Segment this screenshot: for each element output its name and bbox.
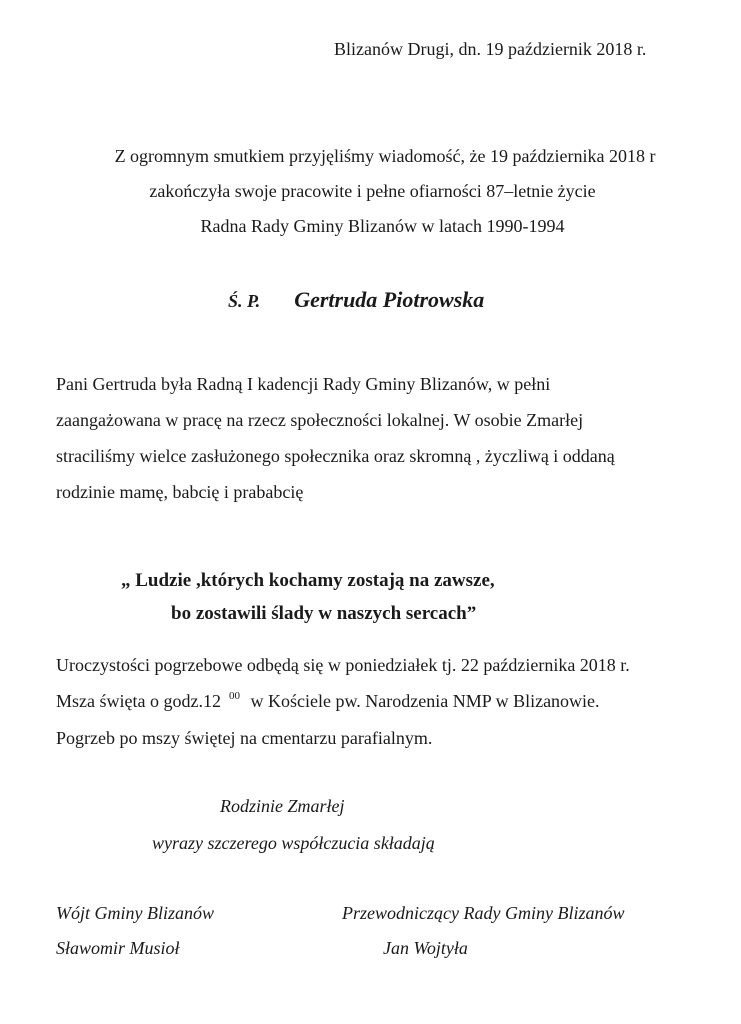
funeral-line-1: Uroczystości pogrzebowe odbędą się w poniedziałek tj. 22 października 2018 r. bbox=[56, 655, 630, 675]
body-line-3: straciliśmy wielce zasłużonego społecznika oraz skromną , życzliwą i oddaną bbox=[56, 446, 615, 466]
quote-line-2: bo zostawili ślady w naszych sercach” bbox=[171, 603, 477, 624]
body-line-2: zaangażowana w pracę na rzecz społeczności lokalnej. W osobie Zmarłej bbox=[56, 410, 584, 430]
signature-right-name: Jan Wojtyła bbox=[383, 938, 468, 958]
signature-left-title: Wójt Gminy Blizanów bbox=[56, 903, 214, 923]
funeral-line-2 bbox=[56, 690, 600, 715]
mass-time-minutes: 00 bbox=[228, 690, 240, 702]
funeral-line-3: Pogrzeb po mszy świętej na cmentarzu parafialnym. bbox=[56, 728, 433, 748]
date-line: Blizanów Drugi, dn. 19 październik 2018 r. bbox=[334, 39, 647, 59]
intro-line-1: Z ogromnym smutkiem przyjęliśmy wiadomość, że 19 października 2018 r bbox=[114, 146, 656, 166]
intro-line-2: zakończyła swoje pracowite i pełne ofiarności 87–letnie życie bbox=[149, 181, 596, 201]
body-line-4: rodzinie mamę, babcię i prababcię bbox=[56, 482, 304, 502]
quote-line-1: „ Ludzie ,których kochamy zostają na zawsze, bbox=[121, 570, 495, 591]
signature-right-title: Przewodniczący Rady Gminy Blizanów bbox=[342, 903, 625, 923]
deceased-name: Gertruda Piotrowska bbox=[294, 287, 485, 312]
mass-time-text: Msza święta o godz.12 bbox=[56, 691, 221, 711]
condolence-line-1: Rodzinie Zmarłej bbox=[220, 796, 345, 816]
deceased-name-heading bbox=[228, 287, 484, 314]
signature-left-name: Sławomir Musioł bbox=[56, 938, 180, 958]
deceased-prefix: Ś. P. bbox=[228, 291, 261, 311]
condolence-line-2: wyrazy szczerego współczucia składają bbox=[152, 833, 435, 853]
intro-line-3: Radna Rady Gminy Blizanów w latach 1990-1994 bbox=[200, 216, 565, 236]
mass-location-text: w Kościele pw. Narodzenia NMP w Blizanowie. bbox=[245, 691, 600, 711]
body-line-1: Pani Gertruda była Radną I kadencji Rady Gminy Blizanów, w pełni bbox=[56, 374, 551, 394]
